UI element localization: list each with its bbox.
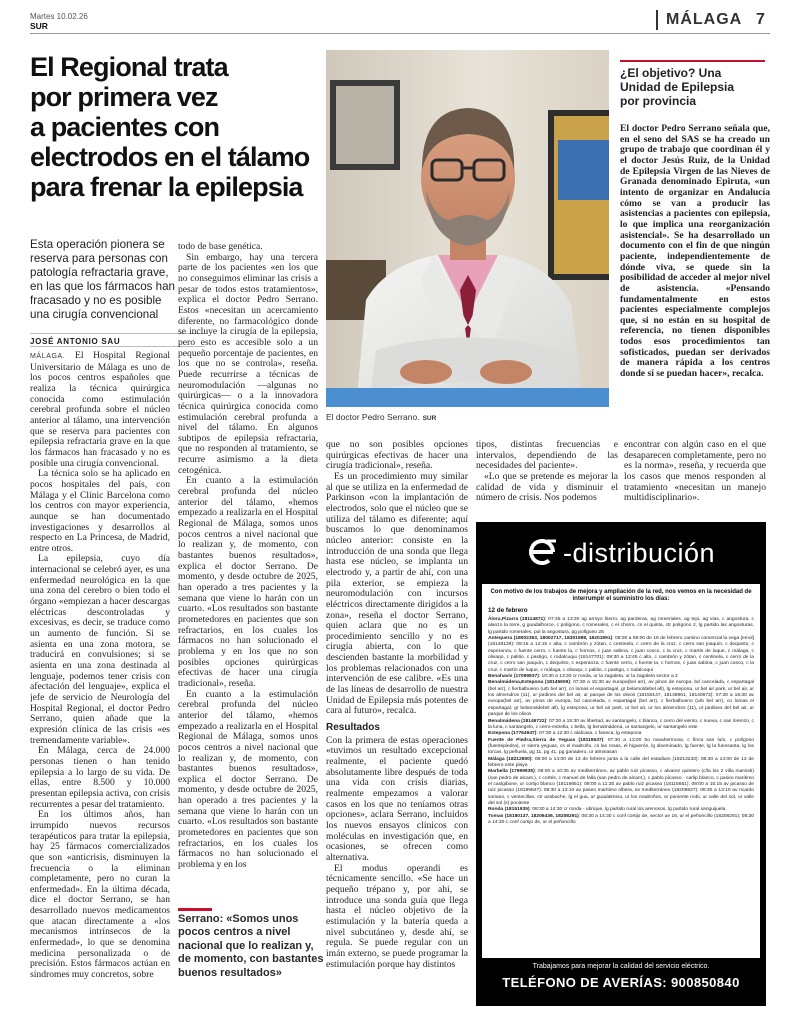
- pullquote-line: buenos resultados»: [178, 966, 282, 979]
- paragraph: La epilepsia, cuyo día internacional se celebró ayer, es una enfermedad neurológica en la que una zona del cerebro o bien todo el órgano «empiezan a hacer descargas eléctricas descontroladas y excesivas, es decir, se traduce como un aumento de función. Si se asienta en una zona motora, se traducirá en convulsiones; si se asienta en una zona destinada al lenguaje, podemos tener crisis con afectación del lenguaje», explica el jefe de servicio de Neurología del Hospital Regional, el doctor Pedro Serrano, quien añade que la expresión clínica de las crisis «es tremendamente variable».: [30, 553, 170, 746]
- newspaper-name: SUR: [30, 21, 48, 31]
- article-column-2: [178, 242, 318, 898]
- pullquote-line: de momento, con bastantes: [178, 953, 324, 966]
- doctor-photo: [326, 50, 609, 407]
- paragraph: En cuanto a la estimulación cerebral profunda del núcleo anterior del tálamo, «hemos empezado a realizarla en el Hospital Regional de Málaga, somos unos pocos centros a nivel nacional que lo realizan y, de momento, con bastantes buenos resultados», explica el doctor Serrano. De momento, y desde octubre de 2025, han operado a tres pacientes y la semana que viene lo harán con un cuarto. «Los resultados son bastante prometedores en pacientes que son refractarios, en los cuales los fármacos no han solucionado el problema y en los: [178, 688, 318, 871]
- photo-caption: [326, 412, 436, 422]
- paragraph: En los últimos años, han irrumpido nuevos recursos terapéuticos para tratar la epilepsia, hay 25 fármacos comercializados que son «anticrisis, disminuyen la frecuencia o la eliminan completamente, pero no curan la enfermedad». En la última década, dice el doctor Serrano, se han desarrollado nuevos medicamentos que atacan directamente a «los mecanismos intrínsecos de la enfermedad», lo que se denomina medicina personalizada o de precisión. Estos fármacos actúan en síndromes muy concretos, sobre: [30, 809, 170, 981]
- outage-entry: Málaga (18212800): 08:00 a 14:00 de 13 de febrero junta a la calle del estadium (18213233): 08:30 a 14:00 de 13 de febrero ente playa: [488, 756, 754, 768]
- section-name: MÁLAGA: [656, 10, 742, 30]
- sidebar-title-line: Unidad de Epilepsia: [620, 80, 735, 95]
- paragraph: En Málaga, cerca de 24.000 personas tienen o han tenido epilepsia a lo largo de su vida. De ellas, entre 8.500 y 10.000 presentan epilepsia activa, con crisis recurrentes a pesar del tratamiento.: [30, 745, 170, 810]
- portrait-illustration: [326, 50, 609, 407]
- paragraph: tipos, distintas frecuencias e intervalos, dependiendo de las necesidades del paciente».: [476, 440, 618, 472]
- author-byline: JOSÉ ANTONIO SAU: [30, 333, 205, 346]
- subheading: Resultados: [326, 722, 380, 734]
- sidebar-rule: [620, 60, 765, 62]
- paragraph: El doctor Pedro Serrano señala que, en el seno del SAS se ha creado un grupo de trabajo que coordinan él y el doctor Jesús Ruiz, de la Unidad de Epilepsia Virgen de las Nieves de Granada denominado Epiruta, «un intento de organizar en Andalucía cómo se van a producir las asistencias a pacientes con epilepsia, lo que implica una reorganización asistencial». Se ha desarrollado un documento con el fin de que ningún paciente, independientemente de dónde viva, se quede sin la posibilidad de acceder al mejor nivel de asistencia. «Pensando fundamentalmente en estos pacientes especialmente complejos que, si no están en su hospital de referencia, no tienen disponibles todos esos procedimientos tan sofisticados, puedan ser derivados de manera rápida a los centros donde sí se puedan hacer», recalca.: [620, 123, 770, 380]
- headline-line: por primera vez: [30, 82, 218, 112]
- outage-entry: Tomas (18180137, 18206436, 18208291): 08:30 a 14:30 c conf cortijo de, sector ue 16, ur el peñoncillo (18208291): 08:30 a 14:30 c conf cortijo de, ur el peñoncillo: [488, 813, 754, 825]
- outage-list: [488, 617, 754, 826]
- pull-quote: [178, 913, 324, 980]
- header-rule: [30, 33, 770, 34]
- subtitle-line: una cirugía convencional: [30, 308, 159, 321]
- edistribucion-ad: [476, 522, 766, 1006]
- paragraph: «Lo que se pretende es mejorar la calidad de vida y disminuir el número de crisis. Nos podemos: [476, 470, 618, 504]
- subtitle-line: reserva para personas con: [30, 252, 168, 265]
- paragraph: encontrar con algún caso en el que desaparecen completamente, pero no es la norma», reseña, y recuerda que los casos que menos responden al tratamiento «necesitan un manejo multidisciplinario».: [624, 440, 766, 504]
- notice-date: 12 de febrero: [488, 607, 528, 614]
- outage-entry: Benalmádena (18146722): 07:30 a 15:30 av libertad, av santangelo, c blanca, c cerro del viento, c nueva, c san lorenzo, c la luna, c santangelo, c cerro-estrella, c bella, lg benalmádena, ur santangelo, ur santangelo este: [488, 718, 754, 730]
- sidebar-body: [620, 124, 770, 380]
- subtitle-line: fracasado y no es posible: [30, 294, 162, 307]
- notice-intro: Con motivo de los trabajos de mejora y ampliación de la red, nos vemos en la necesidad de interrumpir el suministro los días:: [490, 589, 752, 602]
- article-column-4: [476, 440, 618, 520]
- ad-logo: [476, 538, 766, 569]
- paragraph: El modus operandi es técnicamente sencillo. «Se hace un pequeño trépano y, por ahí, se introduce una sonda guía que llega hasta el núcleo objetivo de la estimulación y la batería queda a nivel subcutáneo y, desde ahí, se regula. Se puede regular con un imán externo, se puede programar la estimulación porque hay distintos: [326, 862, 468, 970]
- pullquote-line: nacional que lo realizan y,: [178, 939, 314, 952]
- breakdown-phone: TELÉFONO DE AVERÍAS: 900850840: [502, 975, 740, 990]
- pullquote-line: Serrano: «Somos unos: [178, 913, 299, 925]
- caption-text: El doctor Pedro Serrano.: [326, 412, 420, 422]
- headline-line: a pacientes con: [30, 112, 220, 142]
- paragraph: El Hospital Regional Universitario de Málaga es uno de los pocos centros españoles que realiza la técnica quirúrgica conocida como estimulación cerebral profunda sobre el núcleo anterior al tálamo, una intervención que se reserva para pacientes con epilepsia refractaria grave en la que los fármacos han fracasado y no es posible una cirugía convencional.: [30, 351, 170, 469]
- paragraph: todo de base genética.: [178, 242, 263, 252]
- outage-entry: Benalmádena,Estepona (18145609): 07:30 a 15:30 av europa(bel arr), av pinos de europa, bd cancelada, c espartagal (bel arr), c fierbalbueno (urb bel arr), cn lomas el espartagal, gr belamoldebel all), lg estepona, ur bel air park, ur bel air, ur los almendros (11), ur jardines del bel air, ur parque de los olivos (18150147, 18148961, 18140673): 07:30 a 15:30 av europa(bel arr), av pinos de europa, bd cancelada, c espartagal (bel arr), c fierbalbueno (urb bel arr), cn lomas el espartagal, gr belamoldebel all), lg estepona, ur bel air park, ur bel air, ur los almendros (11), ur jardines del bel air, ur parque de los olivos: [488, 680, 754, 718]
- ad-brand: -distribución: [562, 538, 716, 568]
- article-column-3: [326, 440, 468, 1022]
- outage-entry: Ronda (18151935): 08:30 a 14:30 cr ronda - ubrique, lg partido rural los arenosos, lg partido rural sanguijuela: [488, 807, 726, 813]
- outage-notice: [482, 584, 760, 958]
- outage-entry: Álora,Pizarra (18114871): 07:45 a 13:30 ag arroyo hierro, ag parderas, ag romeriales, ag tejo, ag vias, c angostura, c alanzo la torre, g guadalhorce, c polígono, c romerales, c el chorro, cs el quinta, ctr polígono 2, lg partido las angosturas, lg partido romerales, pol la angostura, pg polígono 25: [488, 617, 754, 635]
- outage-entry: Estepona (17764947): 07:30 a 12:30 c alalcasa, c faneca, lg estepona: [488, 731, 642, 737]
- outage-entry: Fuente de Piedra,Sierra de Yeguas (18119537): 07:30 a 13:00 bo navahermosa, c finca san luís, c polígono (fuentepiedra), cr sierra yeguas, cs el madroño, cs las rosas, el higuerón, lg diseminado, lg fuente, lg la fuensanta, lg los torcas, lg peñuela, pg 11, pg 41, pg ganadero, ur alminasan: [488, 737, 755, 756]
- paragraph: Sin embargo, hay una tercera parte de los pacientes «en los que no conseguimos eliminar las crisis a pesar de todos estos tratamientos», explica el doctor Pedro Serrano. Estos «necesitan un acercamiento diferente, no farmacológico donde se incluye la cirugía de la epilepsia, pero esto es accesible solo a un pequeño porcentaje de pacientes, en los que no se controla», reseña. Puede recurrirse a técnicas de neuromodulación —algunas no quirúrgicas— o a la innovadora técnica quirúrgica conocida como estimulación cerebral profunda a nivel del tálamo. En algunos subtipos de epilepsia refractaria, que no responden al tratamiento, se recurre asimismo a la dieta cetogénica.: [178, 251, 318, 476]
- dateline: MÁLAGA.: [30, 353, 66, 360]
- sidebar-title-line: por provincia: [620, 94, 697, 109]
- paragraph: En cuanto a la estimulación cerebral profunda del núcleo anterior del tálamo, «hemos empezado a realizarla en el Hospital Regional de Málaga, somos unos pocos centros a nivel nacional que lo realizan y, de momento, con bastantes buenos resultados», explica el doctor Serrano. De momento, y desde octubre de 2025, han operado a tres pacientes y la semana que viene lo harán con un cuarto. «Los resultados son bastante prometedores en pacientes que son refractarios, en los cuales los fármacos no han solucionado el problema y en los que no son posibles opciones quirúrgicas efectivas de hacer una cirugía tradicional», reseña.: [178, 475, 318, 689]
- paragraph: que no son posibles opciones quirúrgicas efectivas de hacer una cirugía tradicional», reseña.: [326, 440, 468, 472]
- pullquote-rule: [178, 908, 212, 911]
- subtitle-line: en las que los fármacos han: [30, 280, 176, 293]
- page-number: 7: [756, 11, 765, 28]
- article-column-1: [30, 351, 170, 1021]
- article-column-5: [624, 440, 766, 520]
- subtitle-line: Esta operación pionera se: [30, 238, 165, 251]
- outage-entry: Marbella (17999935): 08:00 a 10:35 av mediterráneo, av pablo ruiz picasso, c alvarez quintero (c/la los 2 villa marsisti) (san pedro de alcant.), c cortés, c manuel de falla (san pedro de alcant.), c pablo picasso - carlip blanco, c paseo marítimo el caslgibone, ur cortijo blanco (18116651): 08:00 a 11:30 av pablo ruiz picasso (18115651): 08:00 a 15:15 av picasso de ruiz picasso (18199847): 08:30 a 13:10 av paseo marítimo olbera, av mediterráneo (18209827): 08:30 a 13:10 av ricardo soriano, c ventecillas, ctr azabache, lg el gua, ur guadalmina, ur los madroños, ur poniente nobi, ur valle del sol, ur valle del sol (s) poniente: [488, 769, 754, 806]
- sidebar-title-line: ¿El objetivo? Una: [620, 66, 722, 80]
- issue-date: Martes 10.02.26: [30, 12, 88, 21]
- subtitle-line: patología refractaria grave,: [30, 266, 169, 279]
- pullquote-line: pocos centros a nivel: [178, 926, 291, 939]
- e-logo-icon: [527, 538, 557, 569]
- headline-line: electrodos en el tálamo: [30, 142, 310, 172]
- paragraph: La técnica solo se ha aplicado en pocos hospitales del país, con Málaga y el Clínic Barcelona como los centros con mayor experiencia, aunque se han documentado investigaciones y desarrollos al respecto en La Princesa, de Madrid, entre otros.: [30, 468, 170, 554]
- photo-credit: SUR: [422, 415, 437, 422]
- paragraph: Es un procedimiento muy similar al que se utiliza en la enfermedad de Parkinson «con la implantación de electrodos, solo que el núcleo que se utiliza del tálamo es diferente; aquí buscamos lo que denominamos núcleo anterior: consiste en la introducción de una sonda que llega hasta ese núcleo, se implanta un electrodo y, a partir de ahí, con una pila exterior, se empieza la neuromodulación con incursos eléctricos directamente dirigidos a la zona», reseña el doctor Serrano, quien aclara que no es un procedimiento sencillo y no es cirugía abierta, con lo que descienden bastante la morbilidad y los problemas relacionados con una intervención de ese calibre. «Es una de las líneas de desarrollo de nuestra Unidad de Epilepsia más potentes de cara al futuro», recalca.: [326, 470, 468, 717]
- sidebar-title: [620, 66, 770, 109]
- paragraph: Con la primera de estas operaciones «tuvimos un resultado excepcional realmente, el paciente quedó absolutamente libre después de toda una vida con crisis diarias, realmente empezamos a valorar casos en los que no teníamos otras opciones», aclara Serrano, incluidos los nuevos ensayos clínicos con moléculas en investigación que, en ocasiones, se ofrecen como alternativa.: [326, 734, 468, 863]
- headline-line: El Regional trata: [30, 52, 228, 82]
- headline: [30, 52, 330, 202]
- ad-footer: [476, 962, 766, 990]
- footer-note: Trabajamos para mejorar la calidad del servicio eléctrico.: [532, 963, 710, 970]
- outage-entry: Benahavís (17099937): 10:30 a 13:30 cr ronda, ur la zagaleta, ur la zagaleta sector a 2: [488, 674, 678, 680]
- headline-line: para frenar la epilepsia: [30, 172, 303, 202]
- outage-entry: Antequera (18002393, 18002717, 18301988, 18201991): 08:00 a 08:00 de 16 de febrero camino comercial la vega [emol] (18148128): 09:15 a 14:15 c alta, c cambrón y zótan, c centinela, c cerro de la cruz, c cerro san joaquín, c dequinto, c esperanza, c fuente cerro, c fuente la, c hornos, c juan sabina, c juan cosco, c la cruz, c martín de luque, c málaga, c olivaqo, c palitio, c pastigo, c rodalcuqui (18147701): 09:30 a 13:45 c alto, c cambrón y zótan, c centinela, c cerro de la cruz, c cerro san joaquín, c dequinto, c esperanza, c fuente cerro, c fuente la, c hornos, c juan sabina, c juan cosco, c la cruz, c martín de luque, c málaga, c olivaqo, c palitio, c pastigo, c rodalcuqui: [488, 636, 754, 673]
